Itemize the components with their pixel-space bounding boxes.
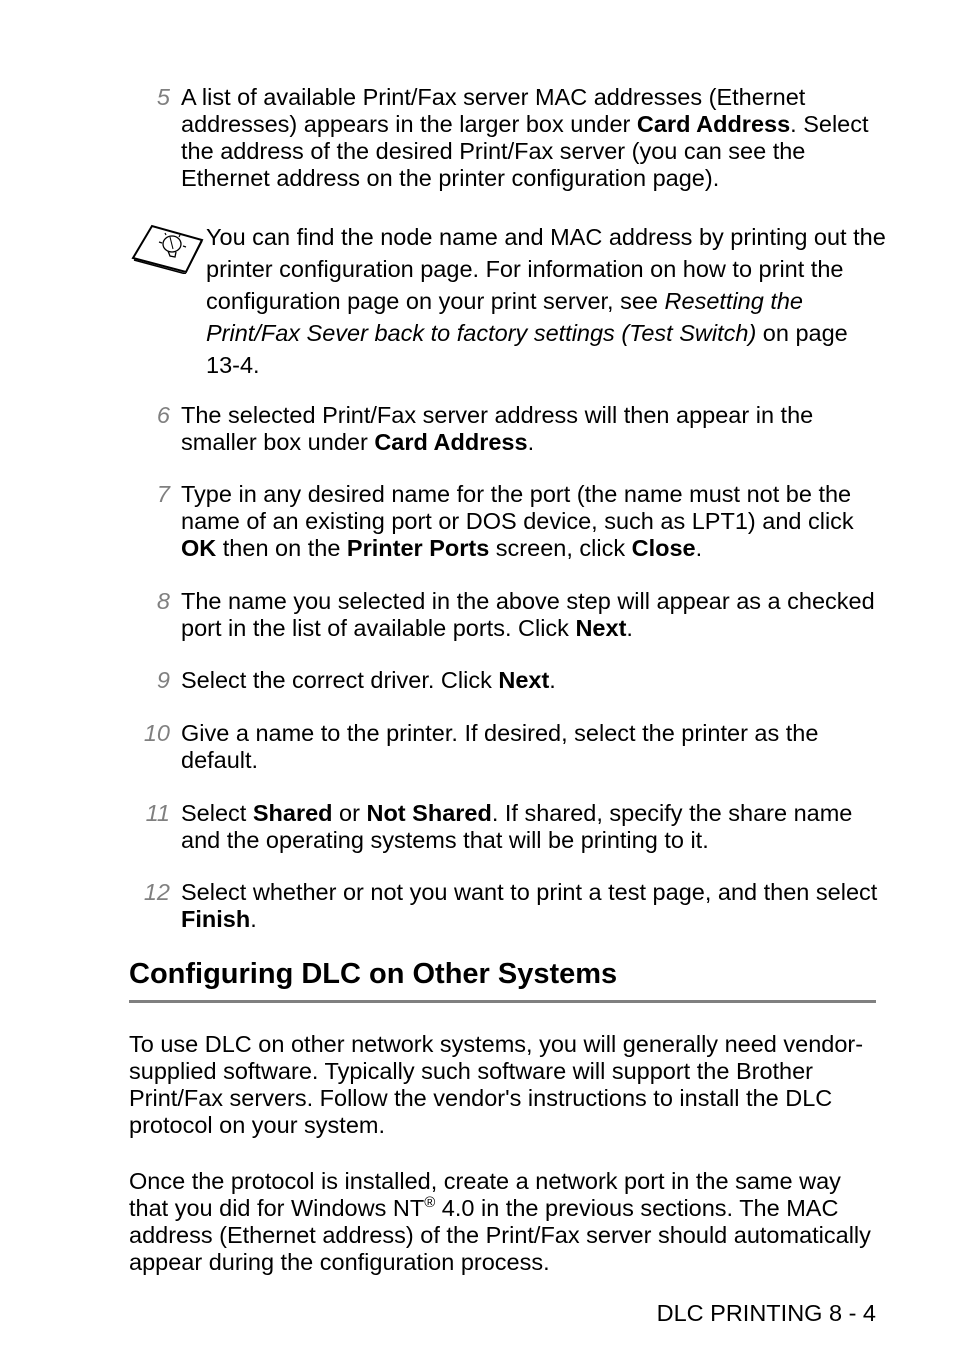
step-text: [181, 800, 886, 854]
text-run: . If shared, specify the share name and the operating systems that will be printing to it.: [181, 800, 853, 853]
step-text: [181, 667, 886, 694]
step-text: [181, 481, 886, 562]
step-number: 8: [156, 588, 170, 614]
step-number: 12: [143, 879, 170, 905]
text-run: Once the protocol is installed, create a network port in the same way that you did for Windows NT: [129, 1168, 841, 1221]
italic-text: Resetting the Print/Fax Sever back to factory settings (Test Switch): [206, 288, 804, 346]
text-run: Select whether or not you want to print a test page, and then select: [181, 879, 878, 905]
text-run: .: [549, 667, 556, 693]
superscript: ®: [424, 1194, 436, 1211]
lightbulb-note-icon: [130, 222, 204, 274]
step-number: 5: [156, 84, 170, 110]
text-run: screen, click: [489, 535, 632, 561]
text-run: or: [332, 800, 367, 826]
text-run: .: [250, 906, 257, 932]
page-footer: DLC PRINTING 8 - 4: [656, 1300, 876, 1326]
step-text: [181, 588, 886, 642]
section-heading: Configuring DLC on Other Systems: [129, 958, 618, 990]
bold-text: Close: [631, 535, 696, 561]
step-text: [181, 720, 886, 774]
bold-text: Finish: [181, 906, 251, 932]
bold-text: Card Address: [636, 111, 791, 137]
text-run: Type in any desired name for the port (the name must not be the name of an existing port or DOS device, such as LPT1) and click: [181, 481, 854, 534]
bold-text: OK: [181, 535, 217, 561]
step-number: 10: [143, 720, 170, 746]
step-text: [181, 879, 886, 933]
step-number: 11: [145, 800, 170, 826]
text-run: .: [695, 535, 703, 561]
step-number: 7: [156, 481, 170, 507]
bold-text: Not Shared: [366, 800, 492, 826]
text-run: To use DLC on other network systems, you will generally need vendor-supplied software. Typically such software will support the Brother Print/Fax servers. Follow the vendor's instructions to install the DLC protocol on your system.: [129, 1031, 864, 1138]
text-run: on page 13-4.: [206, 320, 848, 378]
text-run: then on the: [216, 535, 347, 561]
text-run: Select the correct driver. Click: [181, 667, 499, 693]
paragraph-2: [129, 1168, 881, 1276]
text-run: The selected Print/Fax server address will then appear in the smaller box under: [181, 402, 814, 455]
step-number: 6: [156, 402, 170, 428]
bold-text: Next: [575, 615, 627, 641]
text-run: Give a name to the printer. If desired, select the printer as the default.: [181, 720, 819, 773]
text-run: .: [527, 429, 535, 455]
text-run: Select: [181, 800, 253, 826]
step-text: [181, 84, 886, 192]
bold-text: Card Address: [374, 429, 528, 455]
note-text: [206, 221, 886, 381]
step-number: 9: [156, 667, 170, 693]
paragraph-1: [129, 1031, 881, 1139]
step-text: [181, 402, 886, 456]
bold-text: Printer Ports: [346, 535, 490, 561]
text-run: The name you selected in the above step will appear as a checked port in the list of available ports. Click: [181, 588, 875, 641]
bold-text: Next: [498, 667, 550, 693]
text-run: You can find the node name and MAC address by printing out the printer configuration page. For information on how to print the configuration page on your print server, see: [206, 224, 886, 314]
text-run: . Select the address of the desired Print/Fax server (you can see the Ethernet address on the printer configuration page).: [181, 111, 869, 191]
text-run: A list of available Print/Fax server MAC addresses (Ethernet addresses) appears in the larger box under: [181, 84, 806, 137]
text-run: .: [626, 615, 633, 641]
heading-rule: [129, 1000, 876, 1003]
text-run: 4.0 in the previous sections. The MAC address (Ethernet address) of the Print/Fax server should automatically appear during the configuration process.: [129, 1195, 871, 1275]
bold-text: Shared: [252, 800, 333, 826]
